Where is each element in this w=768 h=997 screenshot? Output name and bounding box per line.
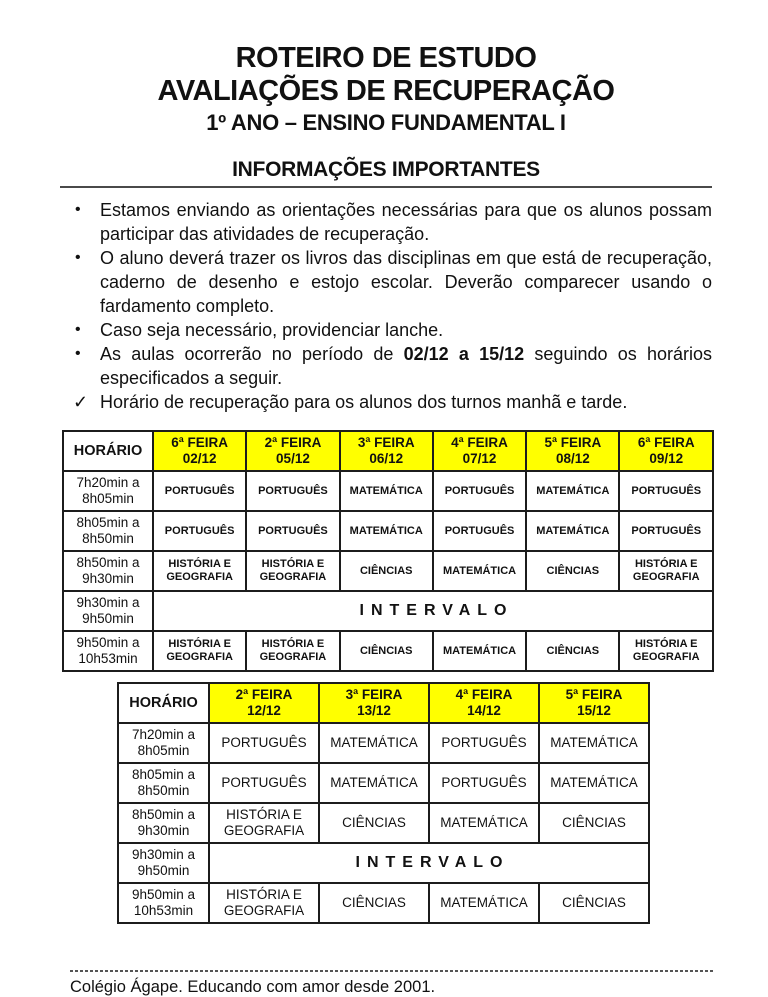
time-line2: 9h30min [137, 823, 190, 838]
bullet-icon: • [75, 249, 81, 266]
day-label: 6ª FEIRA [637, 435, 695, 450]
list-item-text: Estamos enviando as orientações necessárias para que os alunos possam participar das atividades de recuperação. [100, 200, 712, 244]
table-row-interval [118, 843, 649, 883]
subject-cell: MATEMÁTICA [319, 723, 429, 763]
column-header [340, 431, 433, 471]
day-label: 3ª FEIRA [345, 687, 403, 702]
interval-cell: INTERVALO [153, 591, 713, 631]
page-title-line3: 1º ANO – ENSINO FUNDAMENTAL I [206, 110, 566, 135]
subject-cell: MATEMÁTICA [340, 511, 433, 551]
bullet-icon: • [75, 345, 81, 362]
column-header [153, 431, 246, 471]
day-date: 05/12 [276, 451, 310, 466]
page-title-line2: AVALIAÇÕES DE RECUPERAÇÃO [157, 75, 615, 107]
list-item [60, 390, 712, 414]
subject-cell: MATEMÁTICA [539, 723, 649, 763]
subject-cell: MATEMÁTICA [340, 471, 433, 511]
subject-cell: PORTUGUÊS [153, 511, 246, 551]
table-row [118, 883, 649, 923]
subject-cell: PORTUGUÊS [153, 471, 246, 511]
day-date: 08/12 [555, 451, 590, 466]
day-label: 5ª FEIRA [544, 435, 602, 450]
subject-cell: MATEMÁTICA [319, 763, 429, 803]
subject-cell: MATEMÁTICA [429, 883, 539, 923]
list-item [60, 198, 712, 246]
horario-header: HORÁRIO [63, 431, 153, 471]
subject-cell: CIÊNCIAS [539, 803, 649, 843]
day-date: 13/12 [357, 703, 391, 718]
day-label: 5ª FEIRA [565, 687, 623, 702]
time-cell [118, 803, 209, 843]
time-line2: 9h30min [82, 571, 134, 586]
title-block [60, 42, 712, 136]
time-line2: 8h50min [137, 783, 190, 798]
time-line1: 8h50min a [131, 807, 196, 822]
time-line2: 10h53min [78, 651, 138, 666]
subject-cell: MATEMÁTICA [539, 763, 649, 803]
time-line1: 7h20min a [76, 475, 140, 490]
schedule-table-week2 [117, 682, 650, 924]
time-line1: 7h20min a [131, 727, 196, 742]
time-line1: 9h50min a [131, 887, 196, 902]
day-date: 15/12 [577, 703, 611, 718]
subject-cell: CIÊNCIAS [319, 803, 429, 843]
time-cell [63, 591, 153, 631]
column-header [319, 683, 429, 723]
time-cell [63, 471, 153, 511]
day-label: 2ª FEIRA [235, 687, 293, 702]
list-item-text: O aluno deverá trazer os livros das disciplinas em que está de recuperação, caderno de desenho e estojo escolar. Deverão comparecer usando o fardamento completo. [100, 248, 712, 316]
list-item-text: seguindo os horários especificados a seguir. [100, 344, 713, 388]
subject-cell: MATEMÁTICA [429, 803, 539, 843]
list-item-text: Caso seja necessário, providenciar lanche. [100, 320, 444, 340]
time-line1: 8h05min a [76, 515, 140, 530]
time-line2: 9h50min [137, 863, 190, 878]
time-line2: 10h53min [133, 903, 194, 918]
date-range-bold: 02/12 a 15/12 [403, 344, 525, 364]
table-header-row [63, 431, 713, 471]
day-date: 14/12 [467, 703, 501, 718]
column-header [433, 431, 526, 471]
time-line1: 8h50min a [76, 555, 140, 570]
bullet-icon: • [75, 201, 81, 218]
subject-cell: PORTUGUÊS [433, 471, 526, 511]
footer-divider [70, 970, 715, 972]
time-line2: 8h50min [82, 531, 134, 546]
list-item-text: Horário de recuperação para os alunos dos turnos manhã e tarde. [100, 392, 628, 412]
subject-cell: PORTUGUÊS [433, 511, 526, 551]
time-cell [63, 551, 153, 591]
subject-cell: CIÊNCIAS [319, 883, 429, 923]
table-row [63, 631, 713, 671]
table-header-row [118, 683, 649, 723]
subject-cell: PORTUGUÊS [619, 471, 713, 511]
check-icon: ✓ [73, 392, 89, 412]
time-line2: 9h50min [82, 611, 134, 626]
day-date: 12/12 [247, 703, 281, 718]
page-title-line1: ROTEIRO DE ESTUDO [235, 42, 537, 74]
subject-cell: HISTÓRIA E GEOGRAFIA [619, 551, 713, 591]
table-row [118, 803, 649, 843]
day-label: 4ª FEIRA [451, 435, 508, 450]
time-line1: 9h30min a [131, 847, 196, 862]
time-line1: 8h05min a [131, 767, 196, 782]
list-item [60, 342, 712, 390]
subject-cell: MATEMÁTICA [526, 471, 619, 511]
time-cell [118, 763, 209, 803]
subject-cell: PORTUGUÊS [429, 763, 539, 803]
table-row [118, 723, 649, 763]
day-label: 6ª FEIRA [171, 435, 229, 450]
bullet-icon: • [75, 321, 81, 338]
subject-cell: CIÊNCIAS [526, 631, 619, 671]
subject-cell: PORTUGUÊS [246, 511, 339, 551]
time-cell [118, 843, 209, 883]
time-cell [63, 511, 153, 551]
subject-cell: HISTÓRIA E GEOGRAFIA [153, 551, 246, 591]
column-header [619, 431, 713, 471]
list-item-text: As aulas ocorrerão no período de [100, 344, 404, 364]
subject-cell: PORTUGUÊS [619, 511, 713, 551]
subject-cell: MATEMÁTICA [526, 511, 619, 551]
day-label: 4ª FEIRA [455, 687, 513, 702]
subject-cell: CIÊNCIAS [340, 551, 433, 591]
column-header [246, 431, 339, 471]
subject-cell: PORTUGUÊS [246, 471, 339, 511]
time-line2: 8h05min [137, 743, 190, 758]
subject-cell: HISTÓRIA E GEOGRAFIA [209, 803, 319, 843]
column-header [209, 683, 319, 723]
day-date: 02/12 [182, 451, 217, 466]
time-cell [63, 631, 153, 671]
list-item [60, 318, 712, 342]
table-row [63, 511, 713, 551]
subject-cell: CIÊNCIAS [539, 883, 649, 923]
table-row [63, 471, 713, 511]
horario-header: HORÁRIO [118, 683, 209, 723]
subject-cell: MATEMÁTICA [433, 551, 526, 591]
subject-cell: HISTÓRIA E GEOGRAFIA [246, 631, 339, 671]
time-line1: 9h50min a [76, 635, 140, 650]
list-item [60, 246, 712, 318]
subject-cell: CIÊNCIAS [526, 551, 619, 591]
day-date: 09/12 [649, 451, 684, 466]
time-line1: 9h30min a [76, 595, 140, 610]
time-line2: 8h05min [82, 491, 134, 506]
table-row [63, 551, 713, 591]
subject-cell: CIÊNCIAS [340, 631, 433, 671]
day-date: 07/12 [462, 451, 497, 466]
footer-slogan: Colégio Ágape. Educando com amor desde 2001. [70, 978, 436, 996]
subject-cell: PORTUGUÊS [209, 723, 319, 763]
column-header [526, 431, 619, 471]
interval-cell: INTERVALO [209, 843, 649, 883]
day-label: 2ª FEIRA [264, 435, 322, 450]
schedule-table-week1 [62, 430, 714, 672]
table-row-interval [63, 591, 713, 631]
subject-cell: PORTUGUÊS [429, 723, 539, 763]
table-row [118, 763, 649, 803]
time-cell [118, 723, 209, 763]
subject-cell: HISTÓRIA E GEOGRAFIA [153, 631, 246, 671]
section-heading: INFORMAÇÕES IMPORTANTES [60, 158, 712, 188]
subject-cell: HISTÓRIA E GEOGRAFIA [209, 883, 319, 923]
subject-cell: MATEMÁTICA [433, 631, 526, 671]
column-header [429, 683, 539, 723]
time-cell [118, 883, 209, 923]
subject-cell: PORTUGUÊS [209, 763, 319, 803]
day-label: 3ª FEIRA [357, 435, 415, 450]
subject-cell: HISTÓRIA E GEOGRAFIA [246, 551, 339, 591]
day-date: 06/12 [369, 451, 404, 466]
important-info-list [60, 198, 712, 414]
column-header [539, 683, 649, 723]
subject-cell: HISTÓRIA E GEOGRAFIA [619, 631, 713, 671]
